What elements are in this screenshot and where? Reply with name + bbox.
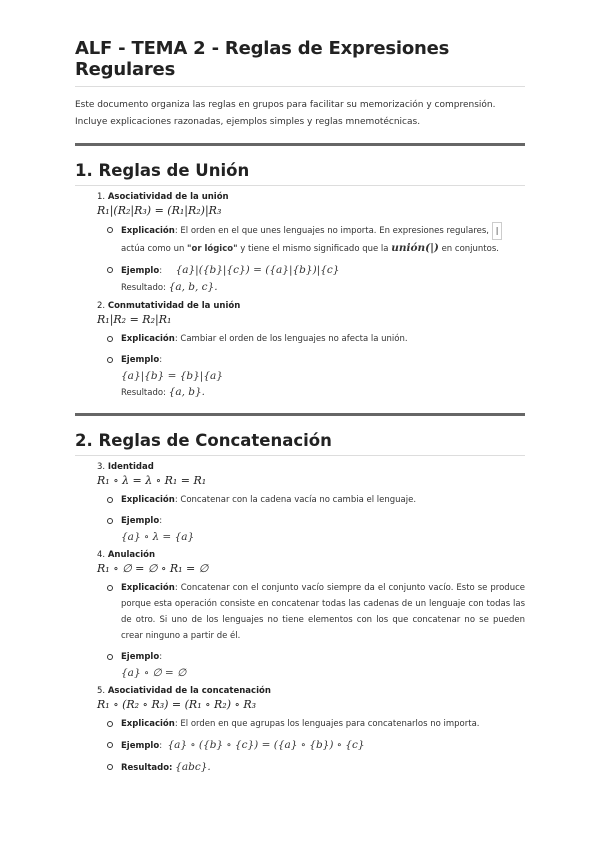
rule-details: [97, 492, 525, 545]
example-label: Ejemplo: [121, 516, 160, 526]
example-label: Ejemplo: [121, 741, 160, 751]
explanation-text: : El orden en que agrupas los lenguajes para concatenarlos no importa.: [174, 719, 480, 729]
explanation-text: : Concatenar con el conjunto vacío siempre da el conjunto vacío. Esto se produce porque esta operación consiste en concatenar todas las cadenas de un lenguaje con todas las de otro. Si uno de los lenguajes no tiene elementos con los que concatenar no se pueden crear ninguno a partir de él.: [121, 583, 525, 641]
result-label: Resultado:: [121, 388, 166, 398]
rule-number: 2.: [97, 301, 106, 311]
example-formula: {a}|{b} = {b}|{a}: [121, 370, 223, 382]
example-formula: {a} ∘ ({b} ∘ {c}) = ({a} ∘ {b}) ∘ {c}: [167, 739, 365, 751]
example-formula: {a} ∘ λ = {a}: [121, 531, 195, 543]
explanation-text: actúa como un: [121, 244, 185, 254]
result-label: Resultado:: [121, 283, 166, 293]
rule-number: 4.: [97, 550, 106, 560]
rule-formula: R₁|R₂ = R₂|R₁: [97, 313, 172, 326]
explanation-item: [121, 222, 525, 257]
rules-list-union: [75, 192, 525, 401]
explanation-label: Explicación: [121, 583, 175, 593]
rule-item: [97, 550, 525, 681]
explanation-label: Explicación: [121, 334, 175, 344]
rule-formula: R₁ ∘ (R₂ ∘ R₃) = (R₁ ∘ R₂) ∘ R₃: [97, 698, 257, 711]
rule-title: Asociatividad de la concatenación: [107, 686, 271, 696]
example-item: Ejemplo: {a} ∘ λ = {a}: [121, 513, 525, 545]
result-item: [121, 759, 525, 776]
explanation-bold: "or lógico": [187, 244, 238, 254]
pipe-code: |: [492, 222, 503, 240]
rule-title: Asociatividad de la unión: [107, 192, 229, 202]
intro-paragraph: Este documento organiza las reglas en grupos para facilitar su memorización y comprensión. Incluye explicaciones razonadas, ejemplos simples y reglas mnemotécnicas.: [75, 100, 496, 127]
explanation-label: Explicación: [121, 226, 175, 236]
rule-details: [97, 716, 525, 776]
page-title: ALF - TEMA 2 - Reglas de Expresiones Regulares: [75, 38, 525, 87]
result-value: {a, b, c}.: [168, 281, 218, 293]
section-heading-union: 1. Reglas de Unión: [75, 146, 525, 186]
example-item: Ejemplo: {a} ∘ ∅ = ∅: [121, 649, 525, 681]
explanation-item: [121, 580, 525, 644]
explanation-item: [121, 331, 525, 347]
rule-details: [97, 222, 525, 296]
rule-formula: R₁ ∘ λ = λ ∘ R₁ = R₁: [97, 474, 207, 487]
explanation-item: [121, 716, 525, 732]
explanation-text: : El orden en el que unes lenguajes no importa. En expresiones regulares,: [174, 226, 490, 236]
explanation-math: unión(|): [391, 242, 439, 254]
result-label: Resultado:: [121, 763, 173, 773]
rule-item: [97, 192, 525, 296]
rule-formula: R₁|(R₂|R₃) = (R₁|R₂)|R₃: [97, 204, 222, 217]
explanation-text: y tiene el mismo significado que la: [240, 244, 389, 254]
example-label: Ejemplo: [121, 652, 160, 662]
explanation-item: [121, 492, 525, 508]
explanation-text: : Cambiar el orden de los lenguajes no afecta la unión.: [174, 334, 408, 344]
rule-number: 5.: [97, 686, 106, 696]
result-value: {abc}.: [175, 761, 211, 773]
example-formula: {a} ∘ ∅ = ∅: [121, 667, 187, 679]
rule-item: [97, 686, 525, 776]
example-item: Ejemplo: {a}|({b}|{c}) = ({a}|{b})|{c} Resultado: {a, b, c}.: [121, 262, 525, 296]
rule-number: 1.: [97, 192, 106, 202]
rule-number: 3.: [97, 462, 106, 472]
result-value: {a, b}.: [168, 386, 205, 398]
explanation-label: Explicación: [121, 495, 175, 505]
result-line: [121, 279, 525, 296]
rule-title: Conmutatividad de la unión: [107, 301, 241, 311]
rule-formula: R₁ ∘ ∅ = ∅ ∘ R₁ = ∅: [97, 562, 209, 575]
explanation-label: Explicación: [121, 719, 175, 729]
example-item: Ejemplo: {a} ∘ ({b} ∘ {c}) = ({a} ∘ {b}) ∘ {c}: [121, 737, 525, 754]
example-label: Ejemplo: [121, 266, 160, 276]
rule-item: [97, 462, 525, 545]
section-heading-concatenation: 2. Reglas de Concatenación: [75, 416, 525, 456]
example-item: Ejemplo: {a}|{b} = {b}|{a} Resultado: {a, b}.: [121, 352, 525, 401]
explanation-text: : Concatenar con la cadena vacía no cambia el lenguaje.: [174, 495, 417, 505]
rule-title: Anulación: [107, 550, 156, 560]
explanation-text: en conjuntos.: [441, 244, 499, 254]
result-line: [121, 384, 525, 401]
rule-details: [97, 580, 525, 681]
rule-title: Identidad: [107, 462, 154, 472]
rule-item: [97, 301, 525, 401]
example-label: Ejemplo: [121, 355, 160, 365]
rules-list-concatenation: [75, 462, 525, 776]
example-formula: {a}|({b}|{c}) = ({a}|{b})|{c}: [175, 264, 340, 276]
rule-details: [97, 331, 525, 401]
